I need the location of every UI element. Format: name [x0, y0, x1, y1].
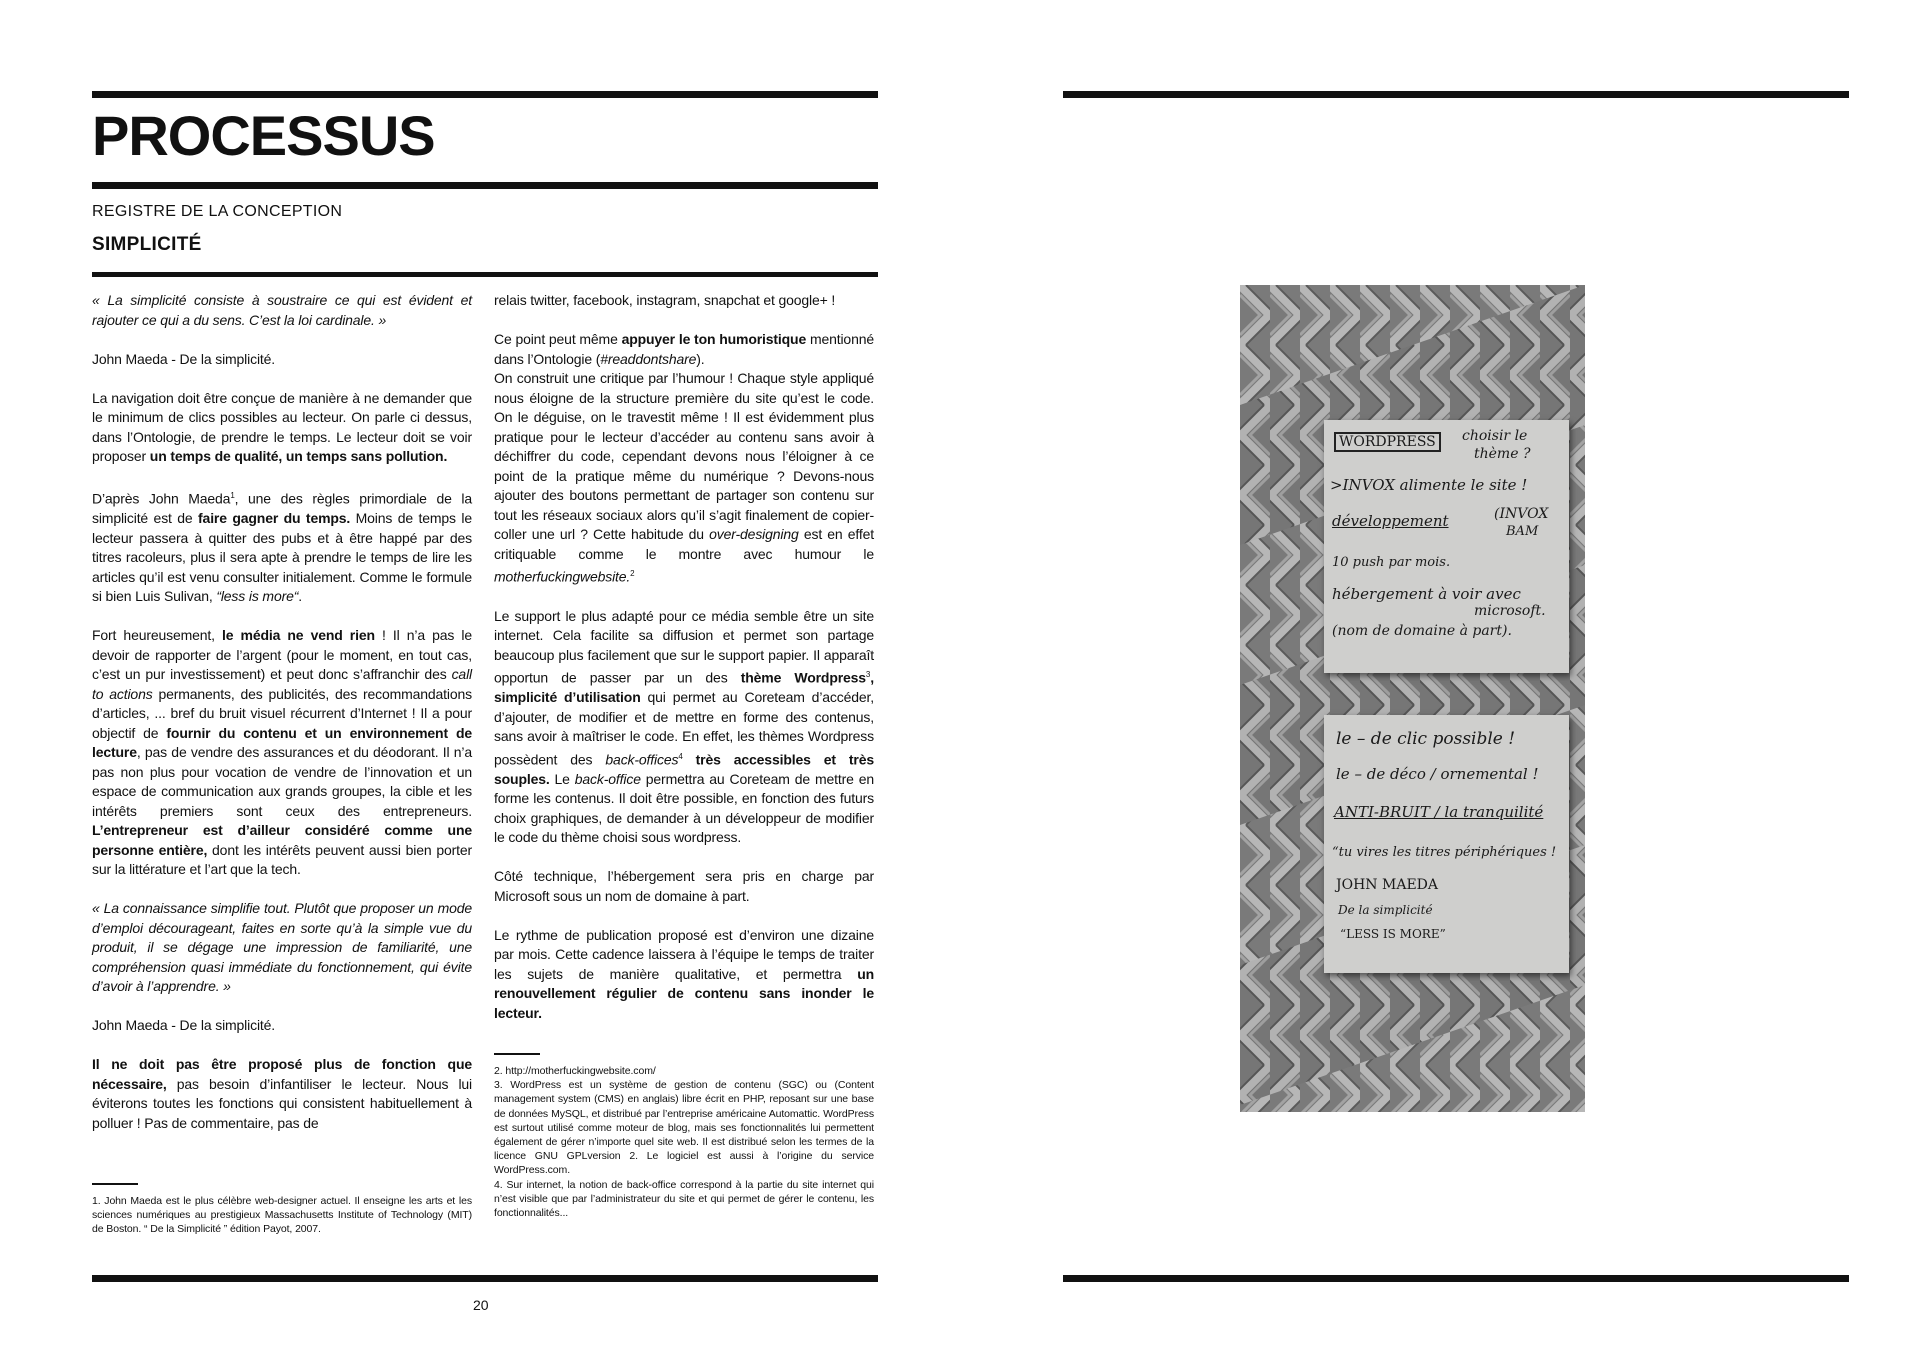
paragraph: relais twitter, facebook, instagram, snapchat et google+ !	[494, 292, 836, 308]
section-title: SIMPLICITÉ	[92, 234, 202, 255]
paragraph: Il ne doit pas être proposé plus de fonction que nécessaire, pas besoin d’infantiliser le lecteur. Nous lui éviterons toutes les fonctions qui consistent habituellement à polluer ! Pas de commentaire, pas de	[92, 1056, 472, 1131]
note-line: JOHN MAEDA	[1336, 877, 1438, 893]
register-label: REGISTRE DE LA CONCEPTION	[92, 203, 343, 220]
note-line: (nom de domaine à part).	[1332, 623, 1512, 639]
note-line: BAM	[1506, 524, 1539, 539]
footnote-1: 1. John Maeda est le plus célèbre web-designer actuel. Il enseigne les arts et les sciences numériques au prestigieux Massachusetts Institute of Technology (MIT) de Boston. “ De la Simplicité ” édition Payot, 2007.	[92, 1195, 472, 1236]
top-rule-left	[92, 91, 878, 98]
footnotes-left	[92, 1194, 472, 1237]
footnote-4: 4. Sur internet, la notion de back-office correspond à la partie du site internet qui n’est visible que par l’administrateur du site et qui permet de gérer le contenu, les fonctionnalités...	[494, 1178, 874, 1220]
note-line: thème ?	[1474, 446, 1531, 462]
note-line: hébergement à voir avec	[1332, 585, 1521, 603]
title-rule	[92, 182, 878, 189]
note-line: ANTI-BRUIT / la tranquilité	[1334, 803, 1544, 821]
note-line: (INVOX	[1494, 506, 1549, 522]
paragraph: Côté technique, l’hébergement sera pris en charge par Microsoft sous un nom de domaine à part.	[494, 868, 874, 904]
text-column-right	[494, 291, 874, 1043]
quote-2-source: John Maeda - De la simplicité.	[92, 1017, 276, 1034]
note-line: “tu vires les titres périphériques !	[1332, 845, 1557, 860]
note-line: “LESS IS MORE”	[1340, 927, 1446, 941]
quote-2: « La connaissance simplifie tout. Plutôt que proposer un mode d’emploi décourageant, faites en sorte qu’à la simple vue du produit, il se dégage une impression de familiarité, une compréhension quasi immédiate du fonctionnement, qui évite d’avoir à l’apprendre. »	[92, 900, 472, 995]
paragraph: Le rythme de publication proposé est d’environ une dizaine par mois. Cette cadence laissera à l’équipe le temps de traiter les sujets de manière qualitative, et permettra un renouvellement régulier de contenu sans inonder le lecteur.	[494, 926, 874, 1021]
footnote-rule-right	[494, 1053, 540, 1055]
paragraph: On construit une critique par l’humour ! Chaque style appliqué nous éloigne de la structure première du site qu’est le code. On le déguise, on le travestit même ! Il est évidemment plus pratique pour le lecteur d’accéder au contenu sans avoir à déchiffrer du code, cependant devons nous l’éloigner à ce point de la pratique même du numérique ? Devons-nous ajouter des boutons permettant de partager son contenu sur tout les réseaux sociaux alors qu’il s’agit finalement de copier-coller une url ? Cette habitude du over-designing est en effet critiquable comme le montre avec humour le motherfuckingwebsite.$^2$	[494, 370, 874, 585]
page-title: PROCESSUS	[92, 104, 435, 167]
note-line: le – de déco / ornemental !	[1336, 765, 1539, 783]
note-heading: WORDPRESS	[1334, 432, 1441, 452]
quote-1-source: John Maeda - De la simplicité.	[92, 350, 276, 367]
sticky-note-simplicity	[1324, 715, 1569, 973]
note-line: 10 push par mois.	[1332, 555, 1451, 570]
footnote-2: 2. http://motherfuckingwebsite.com/	[494, 1065, 656, 1077]
footnotes-right	[494, 1064, 874, 1220]
note-line: De la simplicité	[1338, 903, 1433, 917]
rope-texture	[1240, 285, 1585, 1112]
page-number: 20	[473, 1297, 489, 1313]
text-column-left	[92, 291, 472, 1133]
note-line: choisir le	[1462, 428, 1528, 444]
paragraph: Ce point peut même appuyer le ton humoristique mentionné dans l’Ontologie (#readdontshare).	[494, 331, 874, 367]
paragraph: Le support le plus adapté pour ce média semble être un site internet. Cela facilite sa diffusion et permet son partage beaucoup plus facilement que sur le support papier. Il apparaît opportun de passer par un des thème Wordpress$^3$, simplicité d’utilisation qui permet au Coreteam d’accéder, d’ajouter, de modifier et de mettre en forme des contenus, sans avoir à maîtriser le code. En effet, les thèmes Wordpress possèdent des back-offices$^4$ très accessibles et très souples. Le back-office permettra au Coreteam de mettre en forme les contenus. Il doit être possible, en fonction des futurs choix graphiques, de demander à un développeur de modifier le code du thème choisi sous wordpress.	[494, 607, 874, 846]
bottom-rule-left	[92, 1275, 878, 1282]
note-line: microsoft.	[1474, 603, 1546, 619]
note-line: le – de clic possible !	[1336, 729, 1516, 749]
sticky-notes-photo	[1240, 285, 1585, 1112]
top-rule-right	[1063, 91, 1849, 98]
footnote-rule-left	[92, 1183, 138, 1185]
footnote-3: 3. WordPress est un système de gestion de contenu (SGC) ou (Content management system (CMS) en anglais) libre écrit en PHP, reposant sur une base de données MySQL, et distribué par l’entreprise américaine Automattic. WordPress est surtout utilisé comme moteur de blog, mais ses fonctionnalités lui permettent également de gérer n’importe quel site web. Il est distribué selon les termes de la licence GNU GPLversion 2. Le logiciel est aussi à l’origine du service WordPress.com.	[494, 1079, 874, 1177]
quote-1: « La simplicité consiste à soustraire ce qui est évident et rajouter ce qui a du sens. C’est la loi cardinale. »	[92, 292, 472, 328]
paragraph: D’après John Maeda$^1$, une des règles primordiale de la simplicité est de faire gagner du temps. Moins de temps le lecteur passera à quitter des pubs et à être happé par des titres racoleurs, plus il sera apte à prendre le temps de lire les articles qu’il est venu consulter initialement. Comme le formule si bien Luis Sulivan, “less is more“.	[92, 490, 472, 605]
paragraph: La navigation doit être conçue de manière à ne demander que le minimum de clics possibles au lecteur. On parle ci dessus, dans l’Ontologie, de prendre le temps. Le lecteur doit se voir proposer un temps de qualité, un temps sans pollution.	[92, 389, 472, 464]
paragraph: Fort heureusement, le média ne vend rien ! Il n’a pas le devoir de rapporter de l’argent (pour le moment, en tout cas, c’est un pur investissement) et peut donc s’affranchir des call to actions permanents, des publicités, des recommandations d’articles, ... bref du bruit visuel récurrent d’Internet ! Il a pour objectif de fournir du contenu et un environnement de lecture, pas de vendre des assurances et du déodorant. Il n’a pas non plus pour vocation de vendre de l’innovation et un espace de communication aux grands groupes, la cible et les intérêts premiers sont ceux des entrepreneurs. L’entrepreneur est d’ailleur considéré comme une personne entière, dont les intérêts peuvent aussi bien porter sur la littérature et l’art que la tech.	[92, 627, 472, 878]
section-rule	[92, 272, 878, 277]
note-line: >INVOX alimente le site !	[1330, 476, 1528, 494]
sticky-note-wordpress	[1324, 420, 1569, 673]
note-line: développement	[1332, 512, 1449, 530]
bottom-rule-right	[1063, 1275, 1849, 1282]
